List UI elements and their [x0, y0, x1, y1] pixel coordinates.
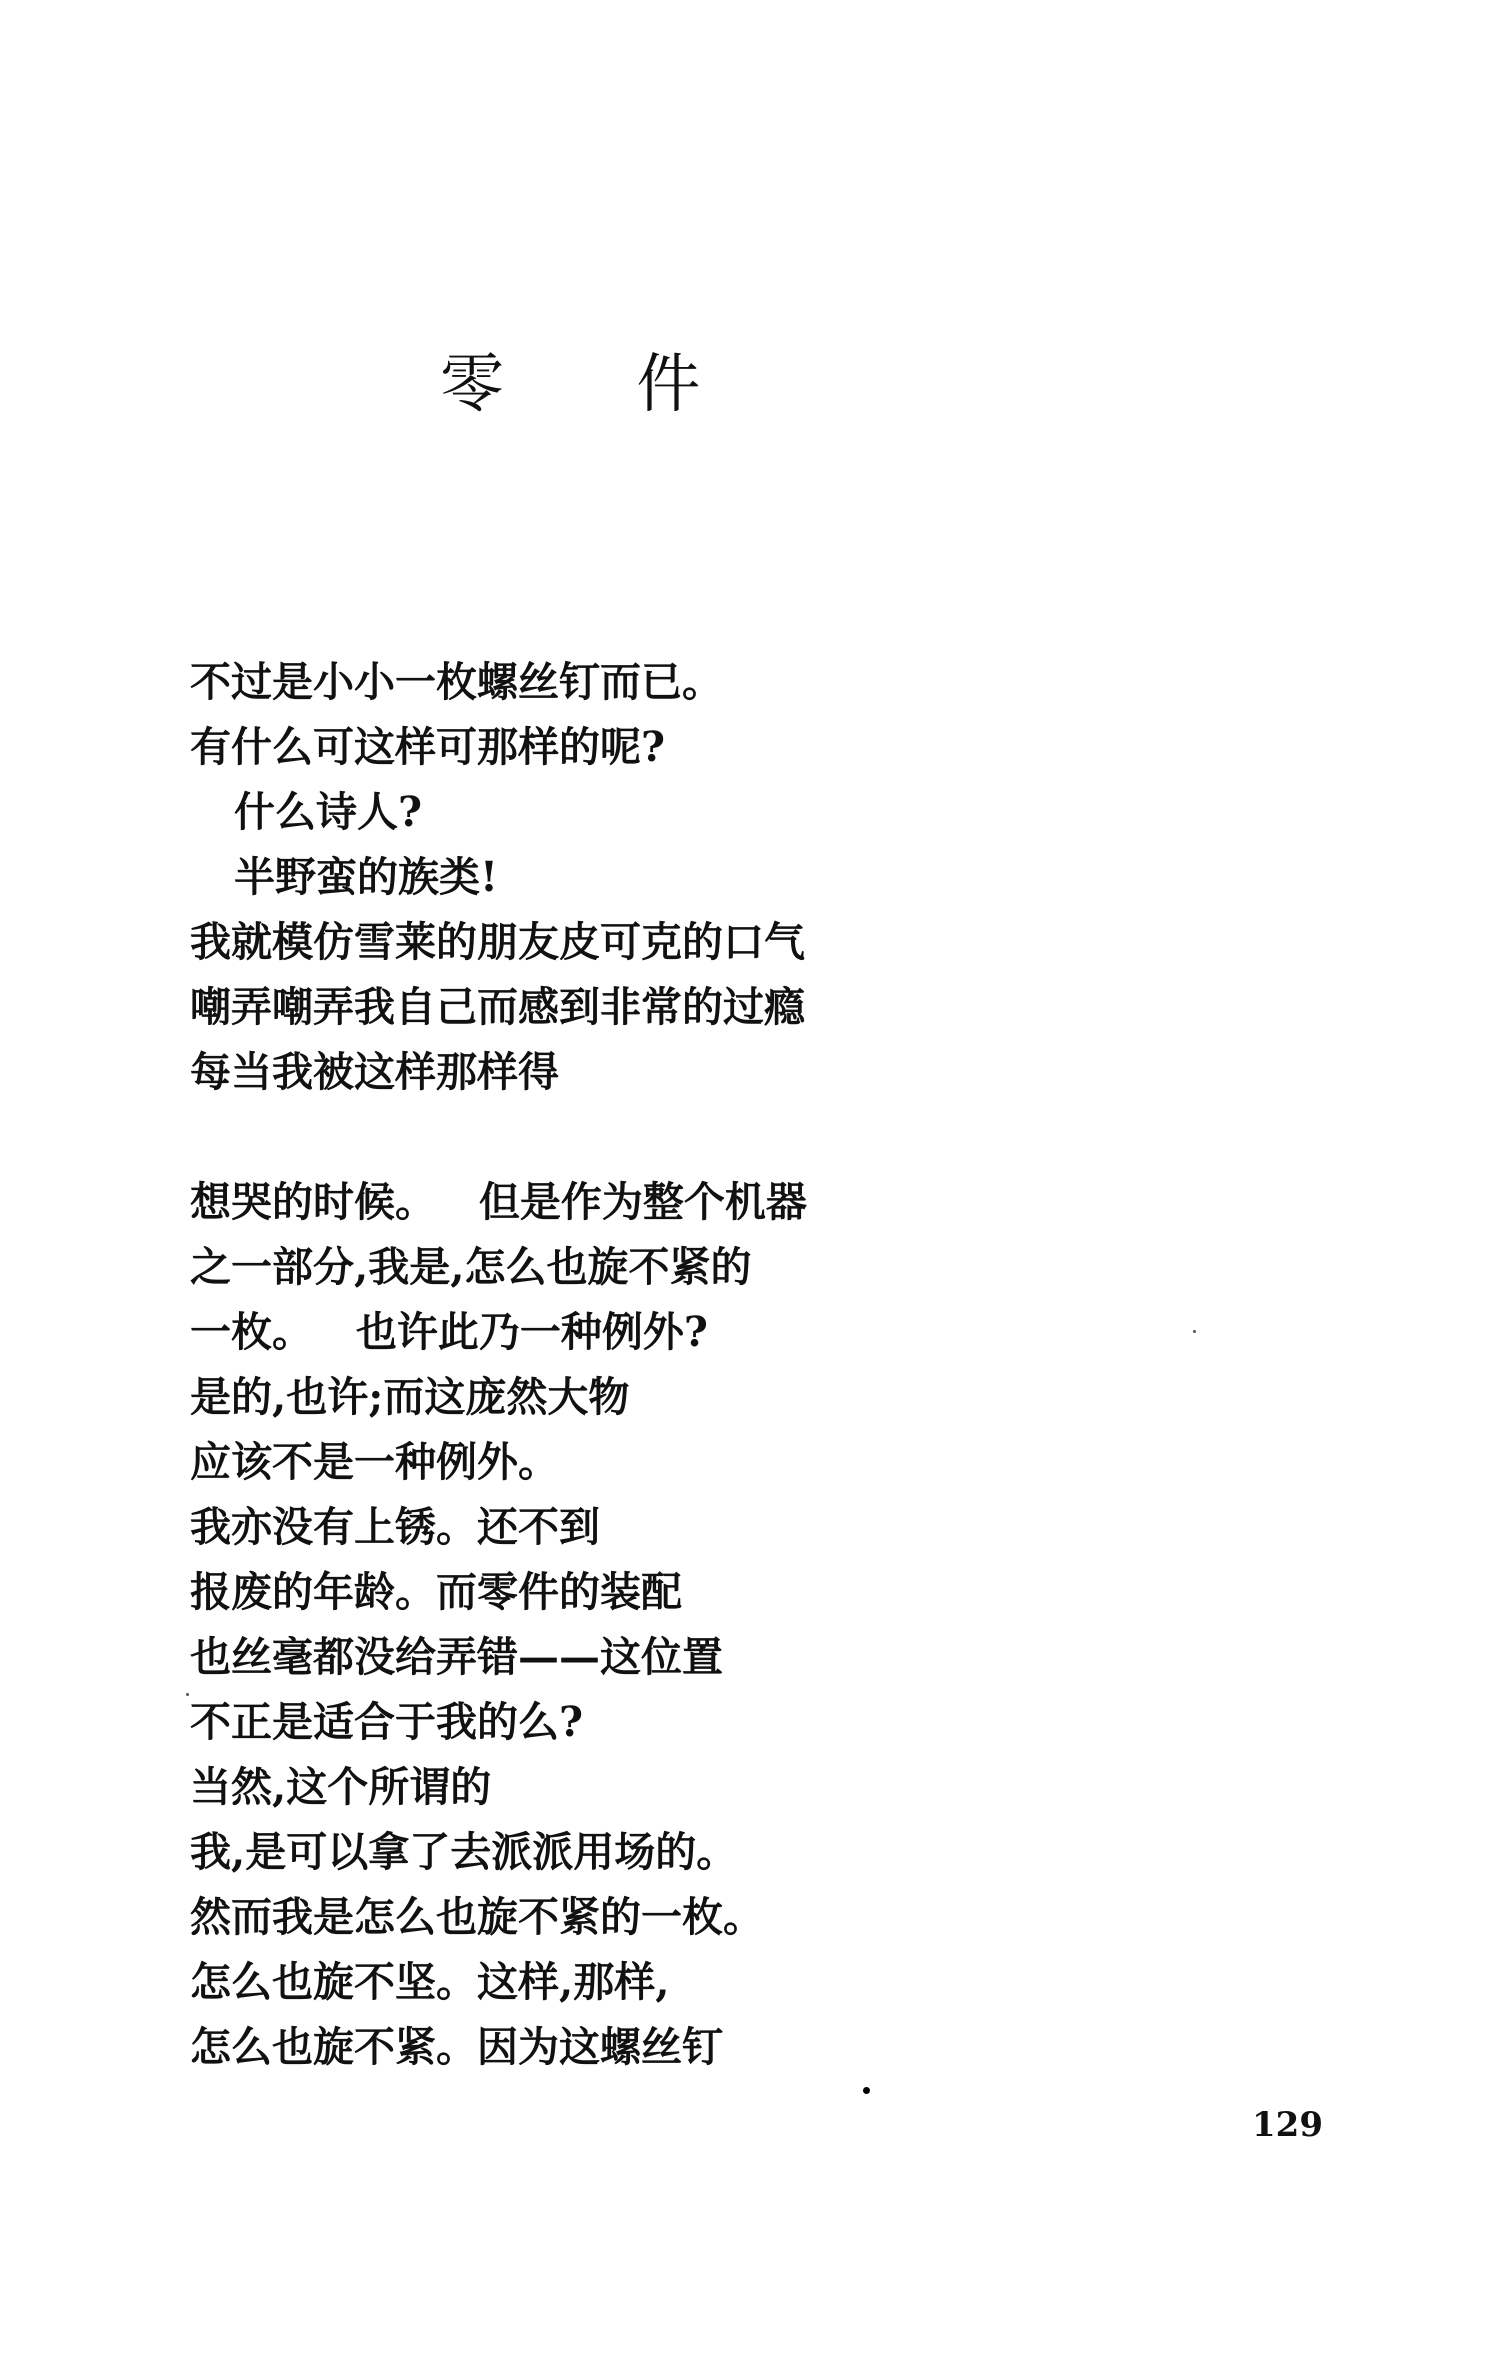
poem-line: 有什么可这样可那样的呢? [190, 723, 666, 771]
poem-line: 每当我被这样那样得 [190, 1048, 559, 1096]
print-speck [186, 1693, 189, 1696]
print-speck [863, 2087, 870, 2094]
stanza-2 [190, 1170, 807, 2080]
stanza-1 [190, 650, 805, 1105]
poem-title: 零 件 [440, 347, 757, 422]
poem-line: 什么诗人? [234, 788, 423, 836]
poem-line: 不正是适合于我的么? [190, 1698, 584, 1746]
poem-line: 想哭的时候。 但是作为整个机器 [190, 1178, 807, 1226]
poem-line: 我,是可以拿了去派派用场的。 [190, 1828, 738, 1876]
print-speck [1193, 1330, 1196, 1333]
poem-line: 然而我是怎么也旋不紧的一枚。 [190, 1893, 764, 1941]
poem-line: 嘲弄嘲弄我自己而感到非常的过瘾 [190, 983, 805, 1031]
poem-line: 我亦没有上锈。还不到 [190, 1503, 600, 1551]
page-number: 129 [1252, 2105, 1323, 2145]
poem-line: 之一部分,我是,怎么也旋不紧的 [190, 1243, 752, 1291]
poem-line: 半野蛮的族类! [234, 853, 498, 901]
poem-line: 报废的年龄。而零件的装配 [190, 1568, 682, 1616]
poem-line: 不过是小小一枚螺丝钉而已。 [190, 658, 723, 706]
poem-line: 是的,也许;而这庞然大物 [190, 1373, 630, 1421]
poem-line: 也丝毫都没给弄错——这位置 [190, 1633, 723, 1681]
poem-line: 怎么也旋不坚。这样,那样, [190, 1958, 670, 2006]
poem-line: 应该不是一种例外。 [190, 1438, 559, 1486]
poem-line: 怎么也旋不紧。因为这螺丝钉 [190, 2023, 723, 2071]
poem-line: 一枚。 也许此乃一种例外? [190, 1308, 708, 1356]
poem-line: 当然,这个所谓的 [190, 1763, 492, 1811]
poem-line: 我就模仿雪莱的朋友皮可克的口气 [190, 918, 805, 966]
